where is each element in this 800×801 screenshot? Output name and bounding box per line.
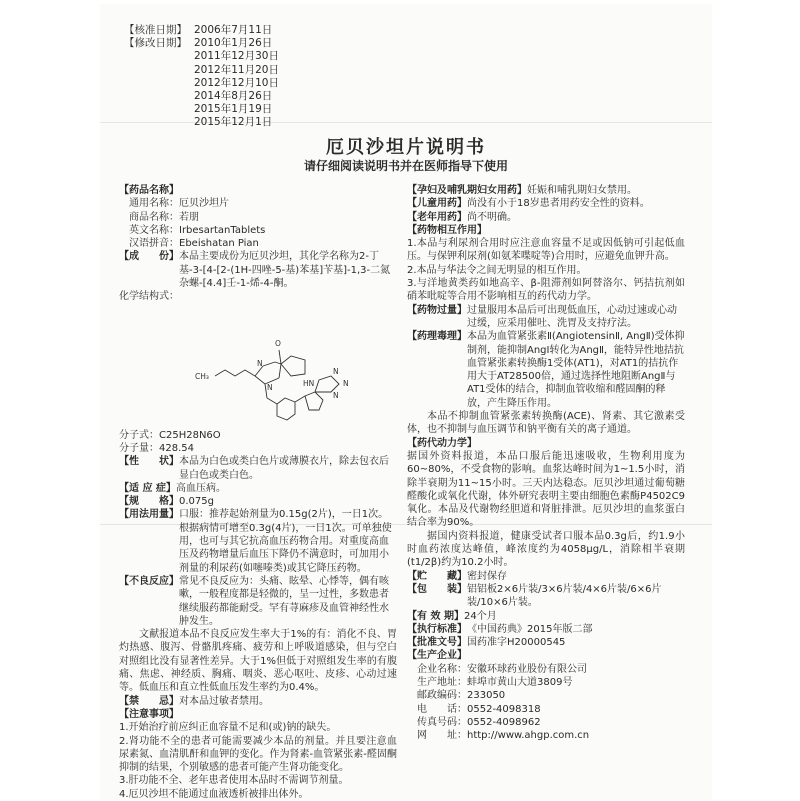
pharmacokinetics-heading: 【药代动力学】 xyxy=(407,437,477,449)
pharmacokinetics-text-2: 据国内资料报道，健康受试者口服本品0.3g后，约1.9小时血药浓度达峰值，峰浓度约为4058μg/L，消除相半衰期(t1/2β)约为10.2小时。 xyxy=(407,530,685,569)
structure-label: 化学结构式： xyxy=(119,291,179,303)
indications-section: 【适 应 症】 高血压病。 xyxy=(119,482,226,494)
adverse-section: 【不良反应】 常见不良反应为：头痛、眩晕、心悸等，偶有咳嗽，一般程度都是轻微的，呈一过性，多数患者继续服药都能耐受。罕有荨麻疹及血管神经性水肿发生。 xyxy=(119,575,389,627)
website-link[interactable]: http://www.ahgp.com.cn xyxy=(467,730,590,742)
storage-section: 【贮 藏】 密封保存 xyxy=(407,570,507,582)
revision-date: 2010年1月26日 xyxy=(194,37,273,50)
pediatric-section: 【儿童用药】 尚没有小于18岁患者用药安全性的资料。 xyxy=(407,198,650,210)
pharmacology-section: 【药理毒理】 本品为血管紧张素Ⅱ(AngiotensinⅡ, AngⅡ)受体抑制剂，能抑制AngⅠ转化为AngⅡ，能特异性地拮抗血管紧张素转换酶1受体(AT1)，对AT1的拮抗作用大于AT28500倍，通过选择性地阻断AngⅡ与AT1受体的结合，抑制血管收缩和醛固酮的释放，产生降压作用。 xyxy=(407,331,685,409)
chem-label-n: N xyxy=(343,378,349,388)
interaction-item: 3.与洋地黄类药如地高辛、β-阻滞剂如阿替洛尔、钙拮抗剂如硝苯吡啶等合用不影响相互的药代动力学。 xyxy=(407,278,685,303)
interaction-item: 1.本品与利尿剂合用时应注意血容量不足或因低钠可引起低血压。与保钾利尿剂(如氨苯喋啶等)合用时，应避免血钾升高。 xyxy=(407,238,685,263)
right-column xyxy=(407,184,685,742)
standard-section: 【执行标准】 《中国药典》2015年版二部 xyxy=(407,623,593,635)
precautions-heading: 【注意事项】 xyxy=(119,708,179,720)
dosage-section: 【用法用量】 口服：推荐起始剂量为0.15g(2片)，一日1次。根据病情可增至0.3g(4片)，一日1次。可单独使用，也可与其它抗高血压药物合用。对重度高血压及药物增量后血压下降仍不满意时，可加用小剂量的利尿药(如噻嗪类)或其它降压药物。 xyxy=(119,509,392,574)
phone-row: 电 话： 0552-4098318 xyxy=(417,703,541,715)
composition-text: 本品主要成份为厄贝沙坦，其化学名称为2-丁基-3-[4-[2-(1H-四唑-5-基)苯基]苄基]-1,3-二氮杂螺-[4.4]壬-1-烯-4-酮。 xyxy=(179,251,391,290)
molecular-formula: C25H28N6O xyxy=(159,429,221,441)
package-section: 【包 装】 铝铝板2×6片装/3×6片装/4×6片装/6×6片装/10×6片装。 xyxy=(407,583,662,609)
chem-label-n: N xyxy=(333,366,339,376)
left-column xyxy=(119,184,397,801)
drug-name-heading: 【药品名称】 xyxy=(119,185,179,196)
interactions-heading: 【药物相互作用】 xyxy=(407,224,487,236)
geriatric-section: 【老年用药】 尚不明确。 xyxy=(407,211,517,223)
revision-date: 2015年1月19日 xyxy=(194,103,273,116)
chem-label-n: N xyxy=(333,390,339,400)
revision-date: 2011年12月30日 xyxy=(194,50,279,63)
chem-label-o: O xyxy=(275,338,281,348)
precaution-item: 2.肾功能不全的患者可能需要减少本品的剂量。并且要注意血尿素氮、血清肌酐和血钾的变化。作为肾素-血管紧张素-醛固酮抑制的结果，个别敏感的患者可能产生肾功能变化。 xyxy=(119,735,397,774)
company-name-row: 企业名称： 安徽环球药业股份有限公司 xyxy=(417,663,587,675)
website-row: 网 址： http://www.ahgp.com.cn xyxy=(407,729,685,742)
trade-name-row: 商品名称： 若朋 xyxy=(129,211,199,223)
revision-date-label: 【修改日期】 xyxy=(124,37,187,50)
approval-date-label: 【核准日期】 xyxy=(124,24,187,36)
specification-section: 【规 格】 0.075g xyxy=(119,496,214,508)
precaution-item: 1.开始治疗前应纠正血容量不足和(或)钠的缺失。 xyxy=(119,722,337,734)
chem-label-hn: HN xyxy=(303,378,315,388)
approval-number-section: 【批准文号】 国药准字H20000545 xyxy=(407,637,566,649)
document-title: 厄贝沙坦片说明书 xyxy=(326,137,486,158)
molecular-weight: 428.54 xyxy=(159,442,194,454)
english-name-row: 英文名称： IrbesartanTablets xyxy=(129,224,266,236)
validity-section: 【有 效 期】 24个月 xyxy=(407,610,497,622)
pharmacokinetics-text: 据国外资料报道，本品口服后能迅速吸收，生物利用度为60~80%，不受食物的影响。血浆达峰时间为1~1.5小时，消除半衰期为11~15小时。三天内达稳态。厄贝沙坦通过葡萄糖醛酸化或氧化代谢，体外研究表明主要由细胞色素酶P4502C9氧化。本品及代谢物经胆道和肾脏排泄。厄贝沙坦的血浆蛋白结合率为90%。 xyxy=(407,450,685,529)
generic-name-row: 通用名称： 厄贝沙坦片 xyxy=(129,198,229,210)
pregnancy-section: 【孕妇及哺乳期妇女用药】 妊娠和哺乳期妇女禁用。 xyxy=(407,185,637,196)
postcode-row: 邮政编码： 233050 xyxy=(417,690,506,702)
fax-row: 传真号码： 0552-4098962 xyxy=(417,716,541,728)
revision-date: 2012年11月20日 xyxy=(194,63,279,76)
manufacturer-heading: 【生产企业】 xyxy=(407,650,467,662)
pharmacology-text-2: 本品不抑制血管紧张素转换酶(ACE)、肾素、其它激素受体，也不抑制与血压调节和钠平衡有关的离子通道。 xyxy=(407,411,685,436)
chem-label-n: N xyxy=(267,382,273,392)
date-header xyxy=(124,24,279,130)
approval-date: 2006年7月11日 xyxy=(194,24,273,36)
revision-date: 2014年8月26日 xyxy=(194,90,273,103)
precaution-item: 3.肝功能不全、老年患者使用本品时不需调节剂量。 xyxy=(119,775,349,787)
precaution-item: 4.厄贝沙坦不能通过血液透析被排出体外。 xyxy=(119,788,309,800)
contraindications-section: 【禁 忌】 对本品过敏者禁用。 xyxy=(119,695,269,707)
properties-section: 【性 状】 本品为白色或类白色片或薄膜衣片，除去包衣后显白色或类白色。 xyxy=(119,456,389,481)
revision-date: 2012年12月10日 xyxy=(194,76,279,89)
overdose-section: 【药物过量】 过量服用本品后可出现低血压，心动过速或心动过缓，应采用催吐、洗胃及支持疗法。 xyxy=(407,304,677,329)
chem-label-ch3: CH₃ xyxy=(195,371,209,381)
interaction-item: 2.本品与华法令之间无明显的相互作用。 xyxy=(407,264,587,276)
formula-row: 分子式： C25H28N6O xyxy=(119,429,397,442)
pinyin-row: 汉语拼音： Ebeishatan Pian xyxy=(129,238,259,250)
address-row: 生产地址： 蚌埠市黄山大道3809号 xyxy=(417,676,573,688)
chemical-structure xyxy=(119,304,397,429)
adverse-literature-text: 文献报道本品不良反应发生率大于1%的有：消化不良、胃灼热感、腹泻、骨骼肌疼痛、疲劳和上呼吸道感染，但与空白对照组比没有显著性差异。大于1%但低于对照组发生率的有腹痛、焦虑、神经质、胸痛、咽炎、恶心呕吐、皮疹、心动过速等。低血压和直立性低血压发生率约为0.4%。 xyxy=(119,629,397,694)
composition-section: 【成 份】 本品主要成份为厄贝沙坦，其化学名称为2-丁基-3-[4-[2-(1H-四唑-5-基)苯基]苄基]-1,3-二氮杂螺-[4.4]壬-1-烯-4-酮。 xyxy=(119,250,397,290)
document-subtitle: 请仔细阅读说明书并在医师指导下使用 xyxy=(303,159,508,173)
molecular-weight-row: 分子量： 428.54 xyxy=(119,442,397,455)
revision-date: 2015年12月1日 xyxy=(194,116,273,129)
chem-label-n: N xyxy=(257,358,263,368)
